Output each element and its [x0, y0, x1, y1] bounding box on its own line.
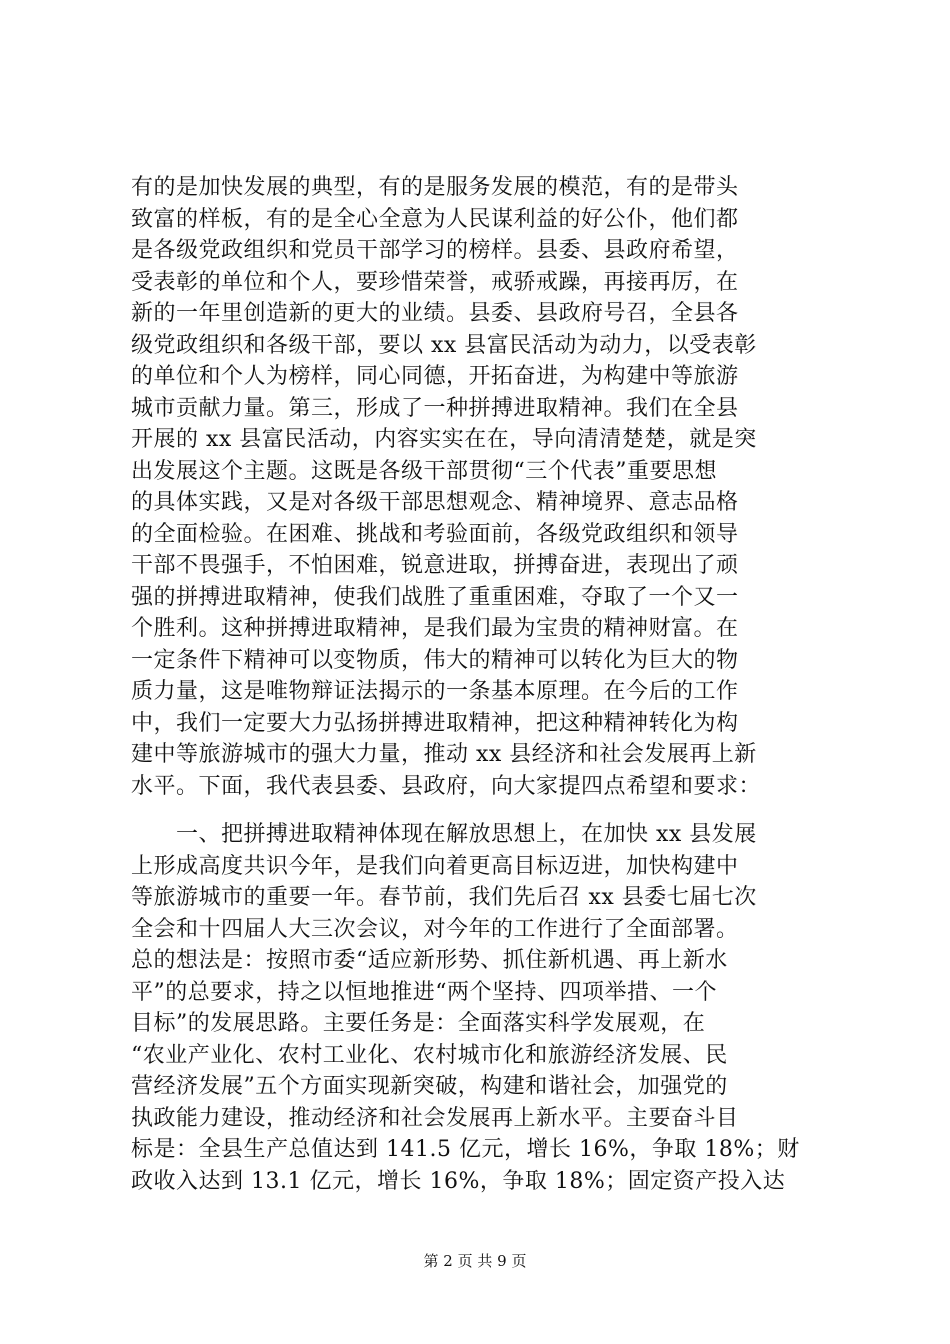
text-line: 个胜利。这种拼搏进取精神，是我们最为宝贵的精神财富。在: [131, 616, 739, 641]
text-line: 执政能力建设，推动经济和社会发展再上新水平。主要奋斗目: [131, 1105, 739, 1131]
page-number-footer: 第 2 页 共 9 页: [423, 1252, 527, 1270]
text-line: 目标”的发展思路。主要任务是：全面落实科学发展观，在: [131, 1011, 706, 1036]
text-line: 有的是加快发展的典型，有的是服务发展的模范，有的是带头: [131, 175, 739, 200]
text-line: 致富的样板，有的是全心全意为人民谋利益的好公仆，他们都: [131, 206, 739, 232]
text-line: 标是：全县生产总值达到 141.5 亿元，增长 16%，争取 18%；财: [131, 1137, 800, 1162]
text-line: 受表彰的单位和个人，要珍惜荣誉，戒骄戒躁，再接再厉，在: [131, 269, 739, 295]
text-line: 的具体实践，又是对各级干部思想观念、精神境界、意志品格: [131, 490, 739, 515]
paragraph-2: [131, 819, 831, 1197]
text-line: 级党政组织和各级干部，要以 xx 县富民活动为动力，以受表彰: [131, 332, 757, 358]
text-line: 中，我们一定要大力弘扬拼搏进取精神，把这种精神转化为构: [131, 710, 739, 736]
text-line: 上形成高度共识今年，是我们向着更高目标迈进，加快构建中: [131, 853, 739, 879]
text-line: 的全面检验。在困难、挑战和考验面前，各级党政组织和领导: [131, 521, 739, 547]
text-line: 全会和十四届人大三次会议，对今年的工作进行了全面部署。: [131, 916, 739, 942]
text-line: 是各级党政组织和党员干部学习的榜样。县委、县政府希望，: [131, 238, 739, 263]
text-line: 平”的总要求，持之以恒地推进“两个坚持、四项举措、一个: [131, 979, 717, 1005]
text-line: 开展的 xx 县富民活动，内容实实在在，导向清清楚楚，就是突: [131, 427, 757, 452]
text-line: “农业产业化、农村工业化、农村城市化和旅游经济发展、民: [131, 1042, 728, 1068]
text-line: 的单位和个人为榜样，同心同德，开拓奋进，为构建中等旅游: [131, 364, 739, 389]
text-line: 水平。下面，我代表县委、县政府，向大家提四点希望和要求：: [131, 773, 762, 799]
text-line: 出发展这个主题。这既是各级干部贯彻“三个代表”重要思想: [131, 458, 717, 484]
text-line: 政收入达到 13.1 亿元，增长 16%，争取 18%；固定资产投入达: [131, 1168, 786, 1194]
text-line: 质力量，这是唯物辩证法揭示的一条基本原理。在今后的工作: [131, 679, 739, 704]
text-line: 一、把拼搏进取精神体现在解放思想上，在加快 xx 县发展: [131, 822, 757, 847]
text-line: 建中等旅游城市的强大力量，推动 xx 县经济和社会发展再上新: [131, 742, 757, 767]
text-line: 总的想法是：按照市委“适应新形势、抓住新机遇、再上新水: [131, 948, 728, 973]
text-line: 城市贡献力量。第三，形成了一种拼搏进取精神。我们在全县: [131, 395, 739, 421]
text-line: 一定条件下精神可以变物质，伟大的精神可以转化为巨大的物: [131, 647, 739, 673]
text-line: 强的拼搏进取精神，使我们战胜了重重困难，夺取了一个又一: [131, 584, 739, 610]
text-line: 新的一年里创造新的更大的业绩。县委、县政府号召，全县各: [131, 301, 739, 326]
text-line: 干部不畏强手，不怕困难，锐意进取，拼搏奋进，表现出了顽: [131, 553, 739, 578]
paragraph-1: [131, 172, 831, 802]
text-line: 等旅游城市的重要一年。春节前，我们先后召 xx 县委七届七次: [131, 885, 757, 910]
text-line: 营经济发展”五个方面实现新突破，构建和谐社会，加强党的: [131, 1074, 728, 1099]
